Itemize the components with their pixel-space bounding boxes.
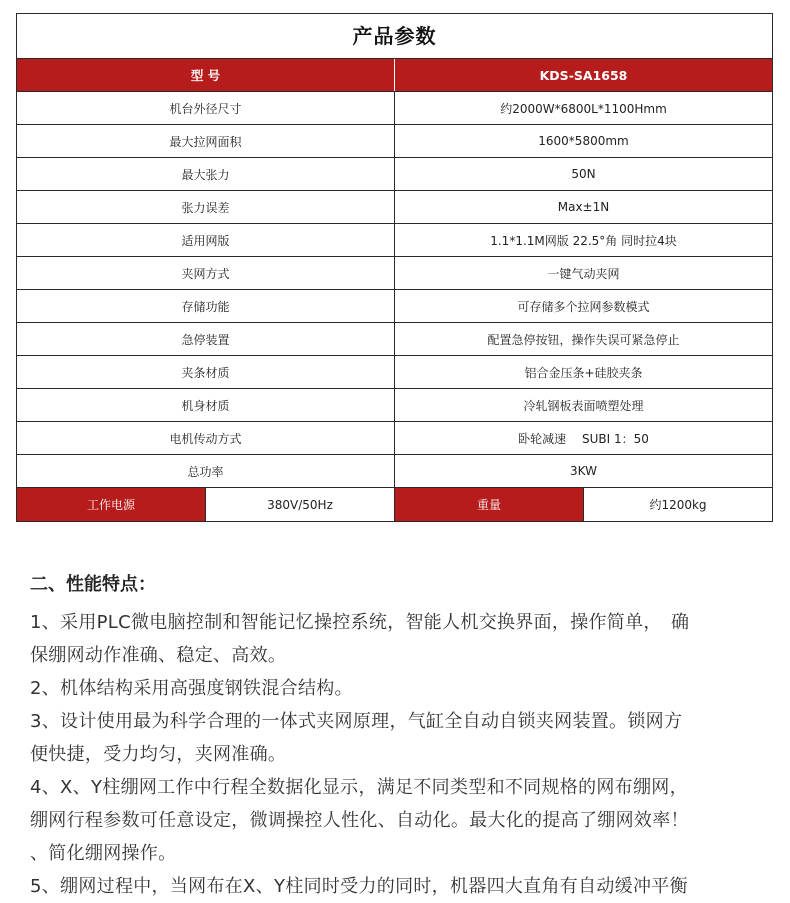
spec-row-label: 急停装置 <box>17 323 395 355</box>
weight-value: 约1200kg <box>649 498 707 512</box>
spec-row-label: 总功率 <box>17 455 395 487</box>
spec-row <box>17 257 772 290</box>
spec-row-value: 3KW <box>570 464 597 478</box>
spec-title: 产品参数 <box>17 14 772 59</box>
power-value: 380V/50Hz <box>206 488 395 521</box>
spec-row <box>17 290 772 323</box>
spec-row-value: 可存储多个拉网参数模式 <box>517 299 650 314</box>
spec-row-label: 机身材质 <box>17 389 395 421</box>
spec-row-label: 最大拉网面积 <box>17 125 395 157</box>
spec-row <box>17 389 772 422</box>
spec-row-label: 机台外径尺寸 <box>17 92 395 124</box>
feature-line: 5、绷网过程中，当网布在X、Y柱同时受力的同时，机器四大直角有自动缓冲平衡 <box>30 876 688 897</box>
spec-footer-row <box>17 488 772 521</box>
feature-line: 4、X、Y柱绷网工作中行程全数据化显示，满足不同类型和不同规格的网布绷网， <box>30 777 688 798</box>
spec-row-label: 适用网版 <box>17 224 395 256</box>
spec-row-value: 约2000W*6800L*1100Hmm <box>500 101 667 116</box>
feature-line: 2、机体结构采用高强度钢铁混合结构。 <box>30 678 353 699</box>
spec-row-value: Max±1N <box>557 200 610 214</box>
spec-row-value: 配置急停按钮，操作失误可紧急停止 <box>487 332 680 347</box>
weight-label: 重量 <box>395 488 584 521</box>
spec-row-value: 一键气动夹网 <box>547 266 620 281</box>
model-value: KDS-SA1658 <box>539 67 628 83</box>
spec-row-value: 1600*5800mm <box>538 134 629 148</box>
feature-line: 、简化绷网操作。 <box>30 843 177 864</box>
spec-row-value: 1.1*1.1M网版 22.5°角 同时拉4块 <box>490 233 677 248</box>
power-label: 工作电源 <box>17 488 206 521</box>
spec-row-value: 冷轧钢板表面喷塑处理 <box>523 398 644 413</box>
spec-row-label: 张力误差 <box>17 191 395 223</box>
spec-row <box>17 455 772 488</box>
spec-row-label: 夹网方式 <box>17 257 395 289</box>
spec-row-label: 存储功能 <box>17 290 395 322</box>
model-label: 型 号 <box>17 59 395 91</box>
features-section <box>30 570 760 903</box>
spec-row <box>17 356 772 389</box>
spec-row <box>17 125 772 158</box>
spec-row-label: 最大张力 <box>17 158 395 190</box>
spec-row <box>17 422 772 455</box>
spec-row <box>17 191 772 224</box>
spec-row <box>17 158 772 191</box>
feature-line: 保绷网动作准确、稳定、高效。 <box>30 645 287 666</box>
spec-row <box>17 224 772 257</box>
spec-row-value: 50N <box>571 167 596 181</box>
spec-row-value: 卧轮减速 SUBI 1：50 <box>518 431 649 446</box>
spec-table <box>16 13 773 522</box>
spec-header-row <box>17 59 772 92</box>
feature-line: 绷网行程参数可任意设定，微调操控人性化、自动化。最大化的提高了绷网效率！ <box>30 810 689 831</box>
spec-row <box>17 323 772 356</box>
feature-line: 1、采用PLC微电脑控制和智能记忆操控系统，智能人机交换界面，操作简单， 确 <box>30 612 690 633</box>
feature-line: 3、设计使用最为科学合理的一体式夹网原理，气缸全自动自锁夹网装置。锁网方 <box>30 711 683 732</box>
spec-row-value: 铝合金压条+硅胶夹条 <box>524 365 643 380</box>
spec-row-label: 夹条材质 <box>17 356 395 388</box>
feature-line: 便快捷，受力均匀，夹网准确。 <box>30 744 287 765</box>
spec-row <box>17 92 772 125</box>
features-heading: 二、性能特点： <box>30 574 156 595</box>
spec-row-label: 电机传动方式 <box>17 422 395 454</box>
